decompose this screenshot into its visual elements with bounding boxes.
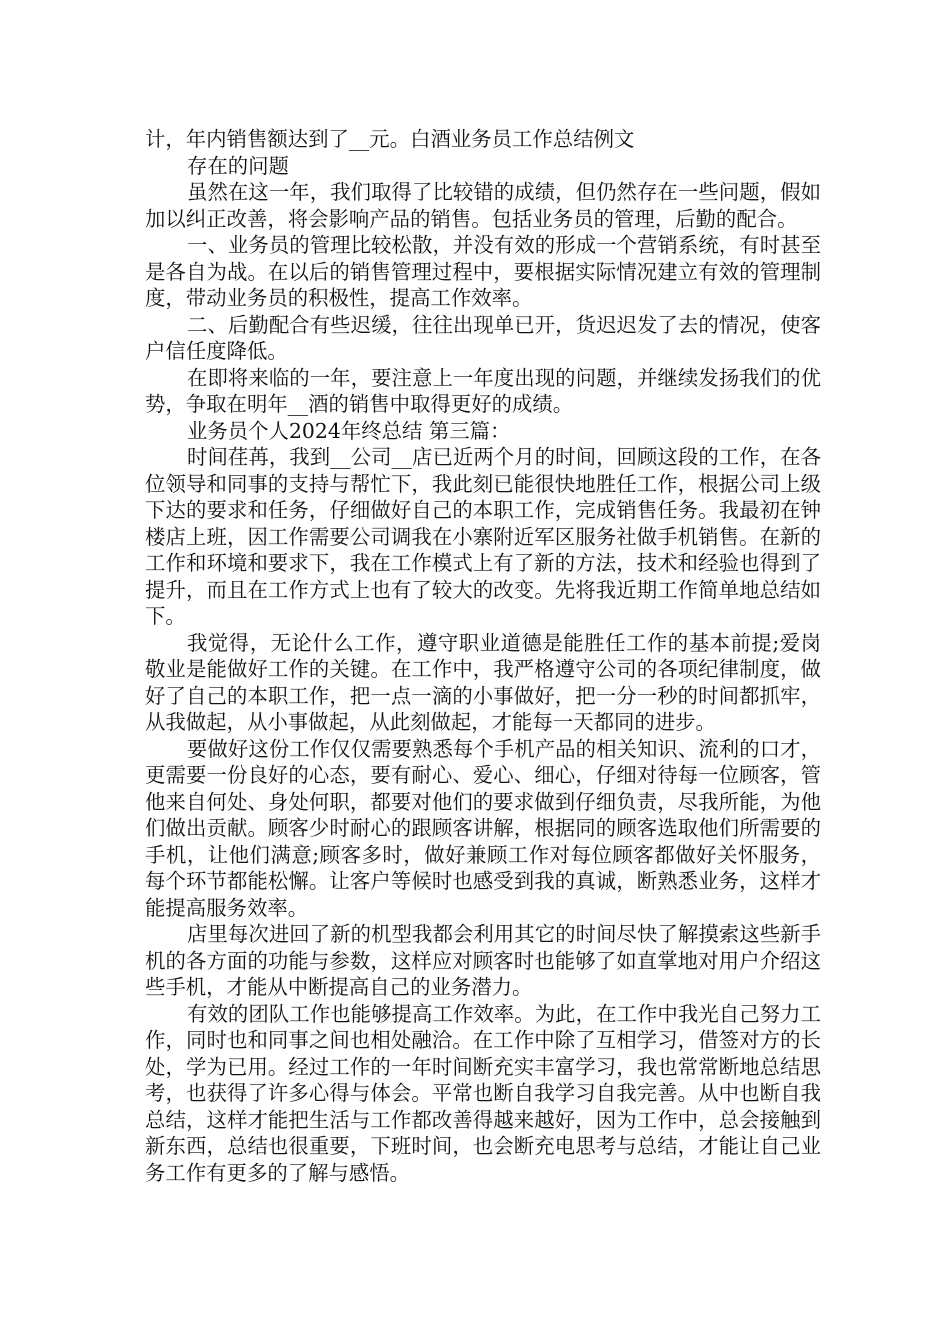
paragraph-review: 时间荏苒，我到__公司__店已近两个月的时间，回顾这段的工作，在各位领导和同事的支持与帮忙下，我此刻已能很快地胜任工作，根据公司上级下达的要求和任务，仔细做好自己的本职工作，完成销售任务。我最初在钟楼店上班，因工作需要公司调我在小寨附近军区服务社做手机销售。在新的工作和环境和要求下，我在工作模式上有了新的方法，技术和经验也得到了提升，而且在工作方式上也有了较大的改变。先将我近期工作简单地总结如下。 bbox=[145, 445, 821, 628]
paragraph-problem-one: 一、业务员的管理比较松散，并没有效的形成一个营销系统，有时甚至是各自为战。在以后的销售管理过程中，要根据实际情况建立有效的管理制度，带动业务员的积极性，提高工作效率。 bbox=[145, 233, 821, 310]
paragraph-new-models: 店里每次进回了新的机型我都会利用其它的时间尽快了解摸索这些新手机的各方面的功能与参数，这样应对顾客时也能够了如直掌地对用户介绍这些手机，才能从中断提高自己的业务潜力。 bbox=[145, 922, 821, 999]
heading-existing-problems: 存在的问题 bbox=[187, 153, 289, 178]
paragraph-teamwork: 有效的团队工作也能够提高工作效率。为此，在工作中我光自己努力工作，同时也和同事之间也相处融洽。在工作中除了互相学习，借签对方的长处，学为已用。经过工作的一年时间断充实丰富学习，我也常常断地总结思考，也获得了许多心得与体会。平常也断自我学习自我完善。从中也断自我总结，这样才能把生活与工作都改善得越来越好，因为工作中，总会接触到新东西，总结也很重要，下班时间，也会断充电思考与总结，才能让自己业务工作有更多的了解与感悟。 bbox=[145, 1001, 821, 1185]
paragraph-customer-service: 要做好这份工作仅仅需要熟悉每个手机产品的相关知识、流利的口才，更需要一份良好的心态，要有耐心、爱心、细心，仔细对待每一位顾客，管他来自何处、身处何职，都要对他们的要求做到仔细负责，尽我所能，为他们做出贡献。顾客少时耐心的跟顾客讲解，根据同的顾客选取他们所需要的手机，让他们满意;顾客多时，做好兼顾工作对每位顾客都做好关怀服务，每个环节都能松懈。让客户等候时也感受到我的真诚，断熟悉业务，这样才能提高服务效率。 bbox=[145, 736, 821, 920]
paragraph-problem-two: 二、后勤配合有些迟缓，往往出现单已开，货迟迟发了去的情况，使客户信任度降低。 bbox=[145, 312, 821, 363]
paragraph-professional-ethics: 我觉得，无论什么工作，遵守职业道德是能胜任工作的基本前提;爱岗敬业是能做好工作的关键。在工作中，我严格遵守公司的各项纪律制度，做好了自己的本职工作，把一点一滴的小事做好，把一分一秒的时间都抓牢，从我做起，从小事做起，从此刻做起，才能每一天都同的进步。 bbox=[145, 630, 821, 734]
paragraph-problems-intro: 虽然在这一年，我们取得了比较错的成绩，但仍然存在一些问题，假如加以纠正改善，将会影响产品的销售。包括业务员的管理，后勤的配合。 bbox=[145, 180, 821, 231]
paragraph-coming-year: 在即将来临的一年，要注意上一年度出现的问题，并继续发扬我们的优势，争取在明年__酒的销售中取得更好的成绩。 bbox=[145, 365, 821, 416]
document-body bbox=[145, 126, 821, 1186]
heading-third-article: 业务员个人2024年终总结 第三篇： bbox=[187, 418, 511, 443]
paragraph-opening-line: 计，年内销售额达到了__元。白酒业务员工作总结例文 bbox=[145, 127, 635, 151]
